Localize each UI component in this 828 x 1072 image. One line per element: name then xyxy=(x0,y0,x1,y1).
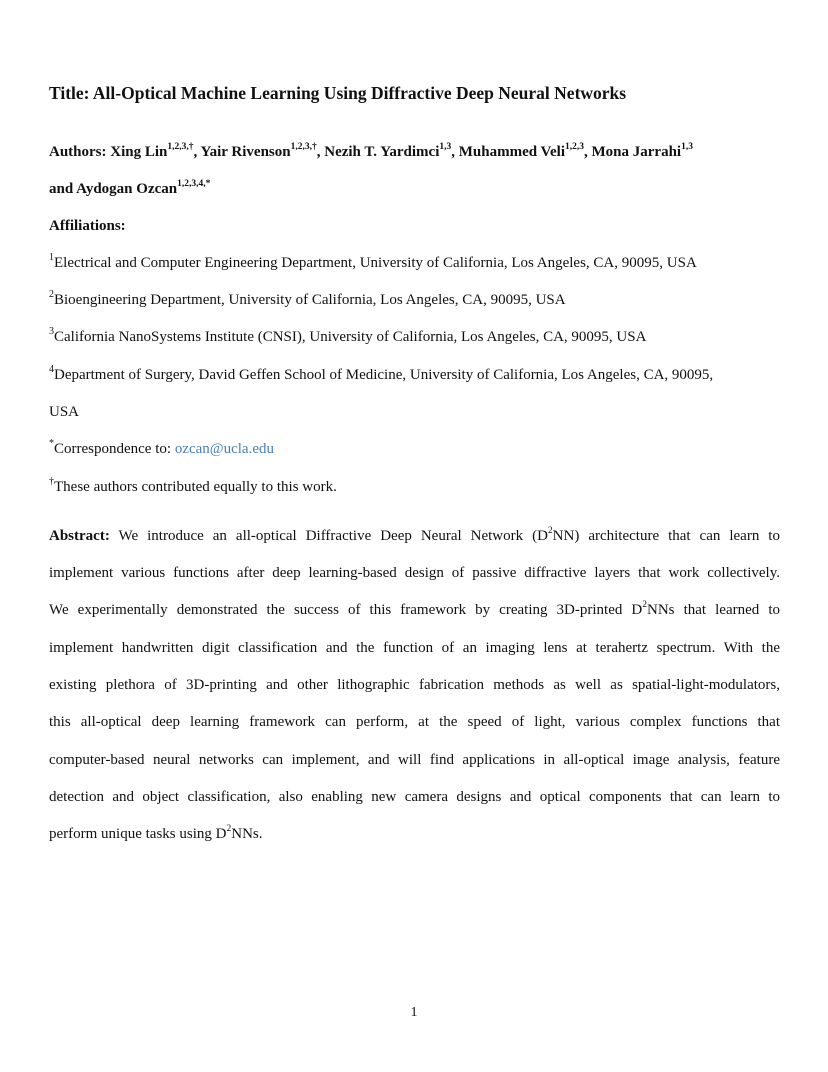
authors-label: Authors: xyxy=(49,144,107,160)
author: Nezih T. Yardimci$^{1,3}$, xyxy=(324,142,455,160)
authors-line-2: and Aydogan Ozcan$^{1,2,3,4,*}$ xyxy=(49,179,211,197)
author: Aydogan Ozcan$^{1,2,3,4,*}$ xyxy=(76,179,211,197)
abstract-line: We experimentally demonstrated the success of this framework by creating 3D-printed $D^2NNs$ that learned to xyxy=(49,600,780,618)
author: Xing Lin$^{1,2,3,\dagger}$, xyxy=(110,142,198,160)
affiliations-heading: Affiliations: xyxy=(49,218,126,234)
author: Muhammed Veli$^{1,2,3}$, xyxy=(458,142,588,160)
correspondence: *Correspondence to: ozcan@ucla.edu xyxy=(49,438,274,457)
email-link[interactable]: ozcan@ucla.edu xyxy=(174,441,274,457)
paper-title: Title: All-Optical Machine Learning Using Diffractive Deep Neural Networks xyxy=(49,83,627,103)
page-number: 1 xyxy=(410,1005,418,1020)
abstract-line: implement handwritten digit classification and the function of an imaging lens at terahertz spectrum. With the xyxy=(49,640,780,656)
abstract-line: perform unique tasks using $D^2NNs$. xyxy=(49,824,263,842)
affiliation-2: $^2$Bioengineering Department, University of California, Los Angeles, CA, 90095, USA xyxy=(49,289,566,308)
authors-line xyxy=(49,143,693,161)
author: Mona Jarrahi$^{1,3}$ xyxy=(591,142,693,160)
abstract-line: Abstract: We introduce an all-optical Diffractive Deep Neural Network $(D^2NN)$ architecture that can learn to xyxy=(49,526,780,544)
affiliation-1: $^1$Electrical and Computer Engineering Department, University of California, Los Angeles, CA, 90095, USA xyxy=(49,252,697,271)
abstract-line: existing plethora of 3D-printing and other lithographic fabrication methods as well as spatial-light-modulators, xyxy=(49,677,780,693)
abstract-line: computer-based neural networks can implement, and will find applications in all-optical image analysis, feature xyxy=(49,752,780,768)
author: Yair Rivenson$^{1,2,3,\dagger}$, xyxy=(200,142,321,160)
affiliation-4: $^4$Department of Surgery, David Geffen School of Medicine, University of California, Los Angeles, CA, 90095, xyxy=(49,364,714,383)
abstract-label: Abstract: xyxy=(49,528,110,544)
affiliation-4-continued: USA xyxy=(49,404,80,420)
abstract-line: detection and object classification, also enabling new camera designs and optical components that can learn to xyxy=(49,789,780,805)
abstract-line: this all-optical deep learning framework can perform, at the speed of light, various complex functions that xyxy=(49,714,780,730)
abstract-line: implement various functions after deep learning-based design of passive diffractive layers that work collectively. xyxy=(49,565,780,581)
equal-contribution-note: †These authors contributed equally to this work. xyxy=(49,476,337,495)
affiliation-3: $^3$California NanoSystems Institute (CNSI), University of California, Los Angeles, CA, 90095, USA xyxy=(49,326,647,345)
